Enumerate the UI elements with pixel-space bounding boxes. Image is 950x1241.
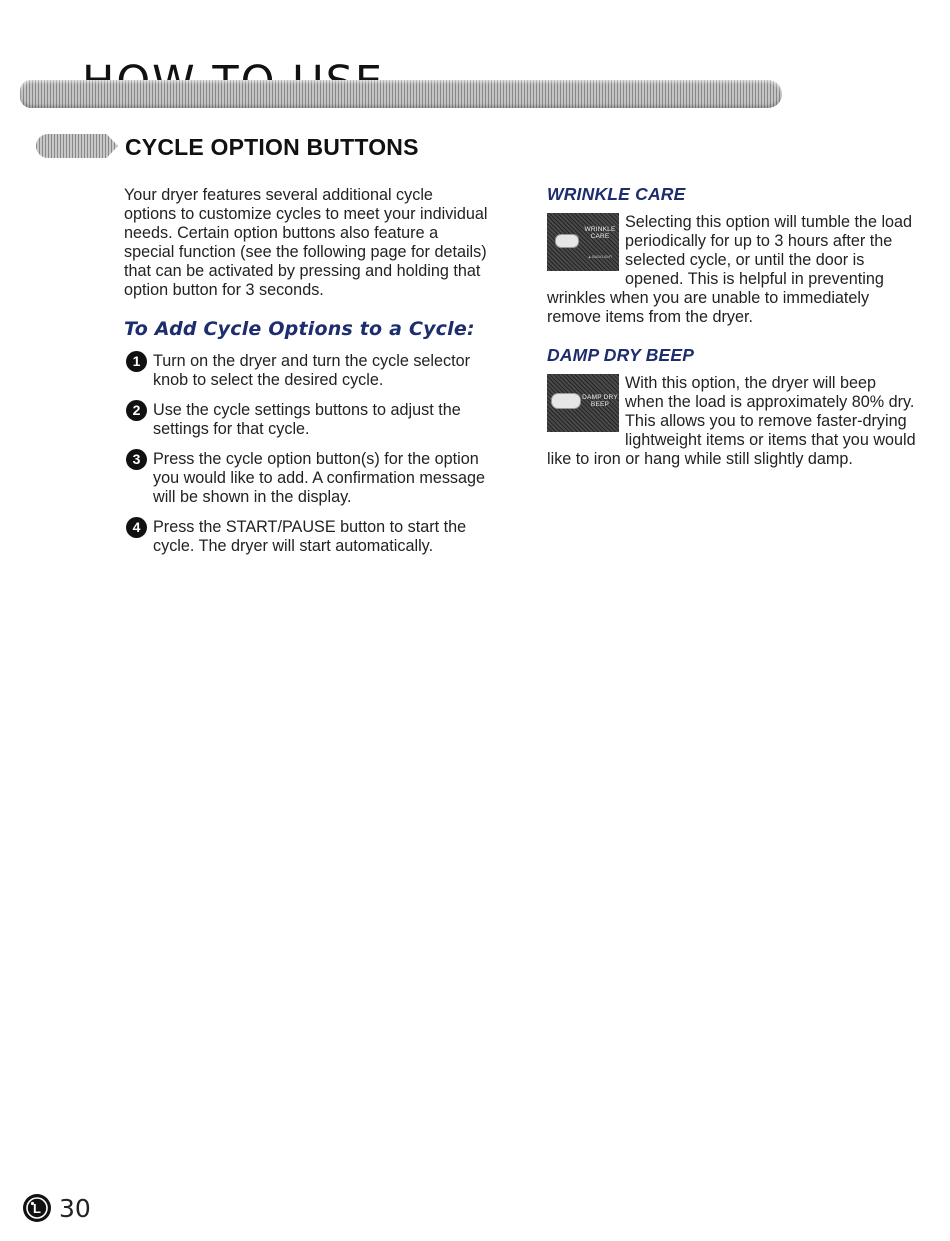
step-item (124, 352, 489, 390)
step-number-badge: 2 (126, 400, 147, 421)
wrinkle-care-title: WRINKLE CARE (547, 184, 686, 204)
step-text: Press the START/PAUSE button to start the cycle. The dryer will start automatically. (153, 518, 467, 555)
damp-dry-beep-title: DAMP DRY BEEP (547, 345, 695, 365)
button-indicator-light (551, 393, 581, 409)
step-item (124, 450, 489, 507)
title-bar-decoration (20, 80, 782, 108)
wrinkle-care-text: Selecting this option will tumble the load periodically for up to 3 hours after the selected cycle, or until the door is opened. This is helpful in preventing wrinkles when you are unable to immediately remove items from the dryer. (547, 213, 913, 326)
step-text: Use the cycle settings buttons to adjust the settings for that cycle. (153, 401, 461, 438)
intro-paragraph: Your dryer features several additional cycle options to customize cycles to meet your individual needs. Certain option buttons also feature a special function (see the following page for details) that can be activated by pressing and holding that option button for 3 seconds. (124, 186, 488, 299)
damp-dry-beep-section (547, 345, 917, 469)
wrinkle-care-button-label: WRINKLE CARE (584, 226, 616, 240)
page-number: 30 (59, 1194, 91, 1223)
section-marker-decoration (36, 134, 118, 158)
damp-dry-beep-button-image (547, 374, 619, 432)
step-number-badge: 4 (126, 517, 147, 538)
wrinkle-care-body (547, 213, 917, 327)
section-heading: CYCLE OPTION BUTTONS (125, 134, 419, 160)
lg-logo-icon (22, 1193, 52, 1223)
step-number-badge: 1 (126, 351, 147, 372)
wrinkle-care-button-image (547, 213, 619, 271)
step-text: Turn on the dryer and turn the cycle selector knob to select the desired cycle. (153, 352, 471, 389)
button-indicator-light (555, 234, 579, 248)
damp-dry-beep-button-label: DAMP DRY BEEP (582, 394, 618, 408)
steps-subheading: To Add Cycle Options to a Cycle: (124, 318, 475, 340)
step-number-badge: 3 (126, 449, 147, 470)
damp-dry-beep-body (547, 374, 917, 469)
wrinkle-care-button-sublabel: ▲ BACKLIGHT (587, 255, 613, 259)
step-item (124, 518, 489, 556)
step-item (124, 401, 489, 439)
left-column (124, 186, 489, 567)
wrinkle-care-section (547, 184, 917, 327)
damp-dry-beep-text: With this option, the dryer will beep when the load is approximately 80% dry. This allows you to remove faster-drying lightweight items or items that you would like to iron or hang while still slightly damp. (547, 374, 916, 468)
step-text: Press the cycle option button(s) for the option you would like to add. A confirmation message will be shown in the display. (153, 450, 486, 506)
logo-letter: L (33, 1201, 41, 1216)
